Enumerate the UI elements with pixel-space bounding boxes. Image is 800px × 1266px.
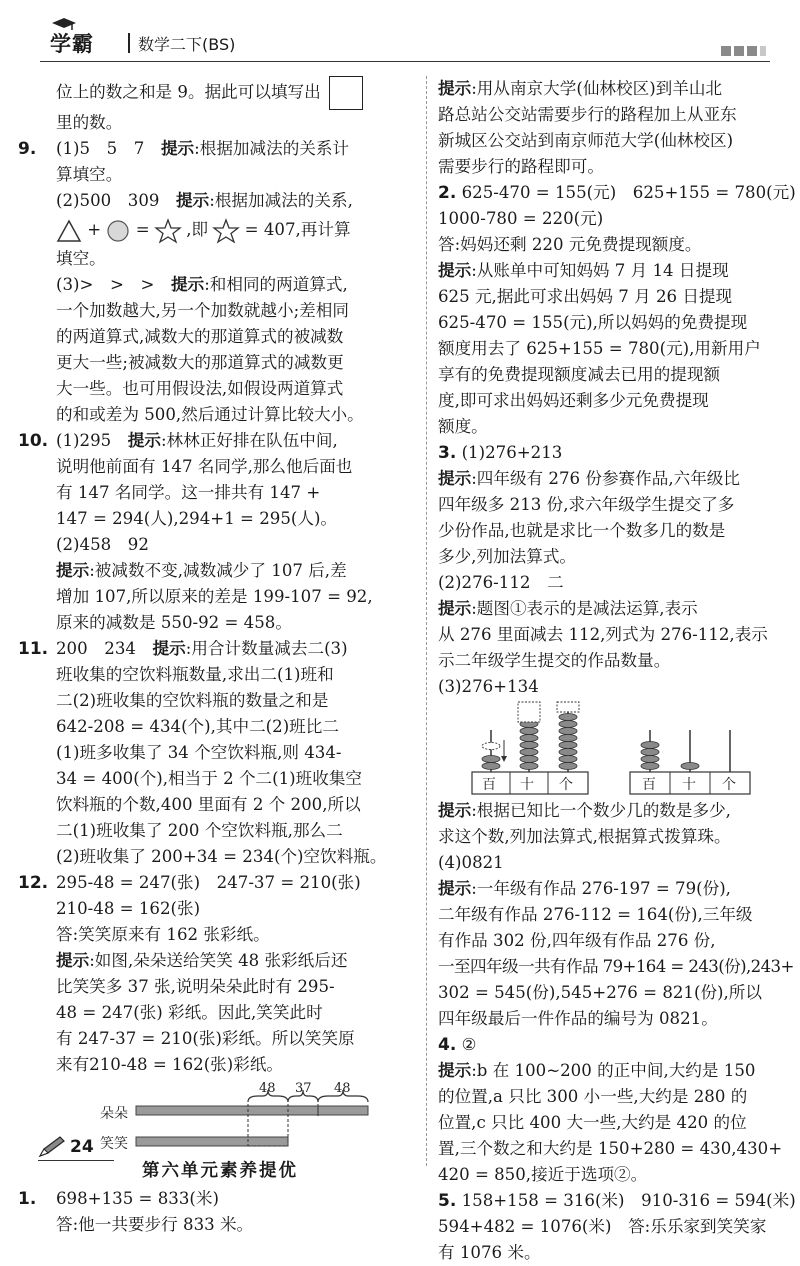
abacus-label-hundreds-left: 百 — [482, 777, 496, 793]
triangle-icon — [56, 219, 82, 243]
abacus-label-ones-left: 个 — [559, 777, 573, 793]
label-xiaoxiao: 笑笑 — [100, 1136, 128, 1152]
star-icon — [213, 219, 239, 243]
answer-9: 9. (1)5 5 7 提示:根据加减法的关系计 算填空。 (2)500 309 提示:根据加减法的关系, + = ,即 = 407,再计算 填空。 (3)> > > 提示:和相同的两道算式, 一个加数越大,另一个加数就越小;差相同 的两道算式,减数大的那道算式的被减数 更大一些;被减数大的那道算式的减数更 大一些。也可用假设法,如假设两道算式 的和或差为 500,然后通过计算比较大小。 — [18, 139, 364, 424]
answer-5: 5. 158+158 = 316(米) 910-316 = 594(米) 594+482 = 1076(米) 答:乐乐家到笑笑家 有 1076 米。 — [438, 1191, 796, 1262]
abacus-label-ones-right: 个 — [722, 777, 736, 793]
abacus-right — [630, 730, 750, 794]
abacus-diagram — [438, 700, 780, 798]
header-separator — [128, 33, 130, 53]
decorative-squares — [721, 46, 766, 56]
bar-xiaoxiao — [136, 1137, 288, 1146]
footer-rule — [38, 1160, 114, 1161]
abacus-left — [472, 702, 588, 794]
answer-11: 11. 200 234 提示:用合计数量减去二(3) 班收集的空饮料瓶数量,求出二(1)班和 二(2)班收集的空饮料瓶的数量之和是 642-208 = 434(个),其中二(2)班比二 (1)班多收集了 34 个空饮料瓶,则 434- 34 = 400(个),相当于 2 个二(1)班收集空 饮料瓶的个数,400 里面有 2 个 200,所以 二(1)班收集了 200 个空饮料瓶,那么二 (2)班收集了 200+34 = 234(个)空饮料瓶。 — [18, 639, 387, 866]
page-header — [40, 24, 770, 64]
abacus-label-hundreds-right: 百 — [642, 777, 656, 793]
abacus-label-tens-left: 十 — [520, 777, 534, 793]
blank-box — [329, 76, 363, 110]
seg-label-2: 37 — [295, 1081, 312, 1096]
answer-2: 2. 625-470 = 155(元) 625+155 = 780(元) 1000-780 = 220(元) 答:妈妈还剩 220 元免费提现额度。 提示:从账单中可知妈妈 7 月 14 日提现 625 元,据此可求出妈妈 7 月 26 日提现 625-470 = 155(元),所以妈妈的免费提现 额度用去了 625+155 = 780(元),用新用户 享有的免费提现额度减去已用的提现额 度,即可求出妈妈还剩多少元免费提现 额度。 — [438, 183, 796, 436]
seg-label-1: 48 — [259, 1081, 276, 1096]
abacus-label-tens-right: 十 — [682, 777, 696, 793]
continuation-hint: 提示:用从南京大学(仙林校区)到羊山北 路总站公交站需要步行的路程加上从亚东 新城区公交站到南京师范大学(仙林校区) 需要步行的路程即可。 — [438, 79, 737, 176]
section-answer-1: 1. 698+135 = 833(米) 答:他一共要步行 833 米。 — [18, 1189, 254, 1234]
header-rule — [40, 61, 770, 62]
page-footer — [38, 1136, 118, 1160]
section-title: 第六单元素养提优 — [142, 1161, 298, 1181]
circle-icon — [106, 219, 130, 243]
answer-10: 10. (1)295 提示:林林正好排在队伍中间, 说明他前面有 147 名同学,那么他后面也 有 147 名同学。这一排共有 147 + 147 = 294(人),294+1 = 295(人)。 (2)458 92 提示:被减数不变,减数减少了 107 后,差 增加 107,所以原来的差是 199-107 = 92, 原来的减数是 550-92 = 458。 — [18, 431, 373, 632]
answer-4: 4. ② 提示:b 在 100~200 的正中间,大约是 150 的位置,a 只比 300 小一些,大约是 280 的 位置,c 只比 400 大一些,大约是 420 的位 置,三个数之和大约是 150+280 = 430,430+ 420 = 850,接近于选项②。 — [438, 1035, 783, 1184]
star-icon — [155, 219, 181, 243]
graduation-cap-icon — [52, 18, 76, 30]
left-column — [18, 76, 422, 1238]
bar-duoduo — [136, 1106, 368, 1115]
label-duoduo: 朵朵 — [100, 1106, 128, 1122]
page-number: 24 — [70, 1137, 94, 1157]
subject-title: 数学二下(BS) — [138, 35, 236, 54]
answer-3: 3. (1)276+213 提示:四年级有 276 份参赛作品,六年级比 四年级多 213 份,求六年级学生提交了多 少份作品,也就是求比一个数多几的数是 多少,列加法算式。 (2)276-112 二 提示:题图①表示的是减法运算,表示 从 276 里面减去 112,列式为 276-112,表示 示二年级学生提交的作品数量。 (3)276+134 百 十 个 百 十 个 提示:根据已知比一个数少几的数是多少, 求这个数,列加法算式,根据算式拨算珠。 (4)0821 提示:一年级有作品 276-197 = 79(份), 二年级有作品 276-112 = 164(份),三年级 有作品 302 份,四年级有作品 276 份, 一至四年级一共有作品 79+164 = 243(份),243+ 302 = 545(份),545+276 = 821(份),所以 四年级最后一件作品的编号为 0821。 — [438, 443, 794, 1028]
answer-12: 12. 295-48 = 247(张) 247-37 = 210(张) 210-48 = 162(张) 答:笑笑原来有 162 张彩纸。 提示:如图,朵朵送给笑笑 48 张彩纸后还 比笑笑多 37 张,说明朵朵此时有 295- 48 = 247(张) 彩纸。因此,笑笑此时 有 247-37 = 210(张)彩纸。所以笑笑原 来有210-48 = 162(张)彩纸。 — [18, 873, 361, 1074]
column-divider — [426, 76, 427, 1166]
brand-logo — [50, 28, 94, 58]
continuation-text: 位上的数之和是 9。据此可以填写出 里的数。 — [18, 76, 422, 136]
right-column — [438, 76, 796, 1266]
pencil-icon — [38, 1136, 66, 1158]
brand-text: 学霸 — [50, 32, 94, 56]
seg-label-3: 48 — [334, 1081, 351, 1096]
